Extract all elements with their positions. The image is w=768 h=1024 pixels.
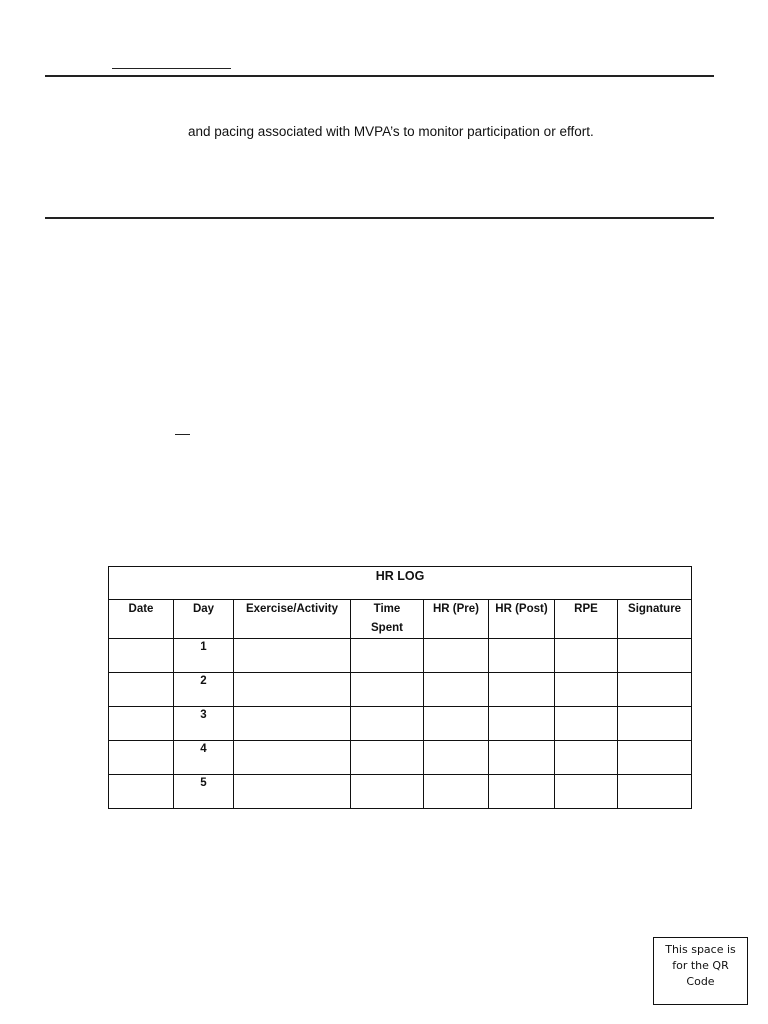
day-cell: 3 [174,707,234,741]
table-row [109,775,692,809]
signature-cell[interactable] [618,775,692,809]
header-exercise-activity: Exercise/Activity [234,600,351,639]
header-day: Day [174,600,234,639]
qr-placeholder-line: for the QR [672,959,729,972]
time-spent-cell[interactable] [351,775,424,809]
hr-pre-cell[interactable] [424,707,489,741]
intro-text: and pacing associated with MVPA’s to monitor participation or effort. [188,124,594,139]
exercise-cell[interactable] [234,741,351,775]
date-cell[interactable] [109,639,174,673]
rpe-cell[interactable] [555,673,618,707]
exercise-cell[interactable] [234,707,351,741]
rpe-cell[interactable] [555,741,618,775]
signature-cell[interactable] [618,707,692,741]
date-cell[interactable] [109,741,174,775]
day-cell: 4 [174,741,234,775]
qr-placeholder-line: Code [686,975,715,988]
header-time-spent [351,600,424,639]
hr-post-cell[interactable] [489,707,555,741]
time-spent-cell[interactable] [351,639,424,673]
hr-pre-cell[interactable] [424,775,489,809]
hr-post-cell[interactable] [489,775,555,809]
table-header-row [109,600,692,639]
table-row [109,707,692,741]
qr-code-placeholder [653,937,748,1005]
day-cell: 5 [174,775,234,809]
header-signature: Signature [618,600,692,639]
blank-underline [112,68,231,69]
header-rpe: RPE [555,600,618,639]
day-cell: 1 [174,639,234,673]
hr-pre-cell[interactable] [424,639,489,673]
rpe-cell[interactable] [555,639,618,673]
hr-post-cell[interactable] [489,673,555,707]
table-row [109,639,692,673]
table-title: HR LOG [109,567,692,600]
hr-post-cell[interactable] [489,639,555,673]
date-cell[interactable] [109,673,174,707]
hr-log-table [108,566,692,809]
section-divider-bottom [45,217,714,219]
hr-pre-cell[interactable] [424,673,489,707]
time-spent-cell[interactable] [351,707,424,741]
date-cell[interactable] [109,707,174,741]
date-cell[interactable] [109,775,174,809]
section-divider-top [45,75,714,77]
header-hr-pre: HR (Pre) [424,600,489,639]
time-spent-cell[interactable] [351,673,424,707]
dash-mark [175,434,190,435]
rpe-cell[interactable] [555,707,618,741]
time-spent-cell[interactable] [351,741,424,775]
signature-cell[interactable] [618,639,692,673]
hr-post-cell[interactable] [489,741,555,775]
header-time-spent-text: Time Spent [371,603,403,634]
table-row [109,741,692,775]
hr-pre-cell[interactable] [424,741,489,775]
signature-cell[interactable] [618,741,692,775]
rpe-cell[interactable] [555,775,618,809]
exercise-cell[interactable] [234,673,351,707]
table-row [109,673,692,707]
header-date: Date [109,600,174,639]
signature-cell[interactable] [618,673,692,707]
qr-placeholder-line: This space is [665,943,736,956]
qr-placeholder-text [665,942,736,990]
header-hr-post: HR (Post) [489,600,555,639]
exercise-cell[interactable] [234,775,351,809]
exercise-cell[interactable] [234,639,351,673]
day-cell: 2 [174,673,234,707]
